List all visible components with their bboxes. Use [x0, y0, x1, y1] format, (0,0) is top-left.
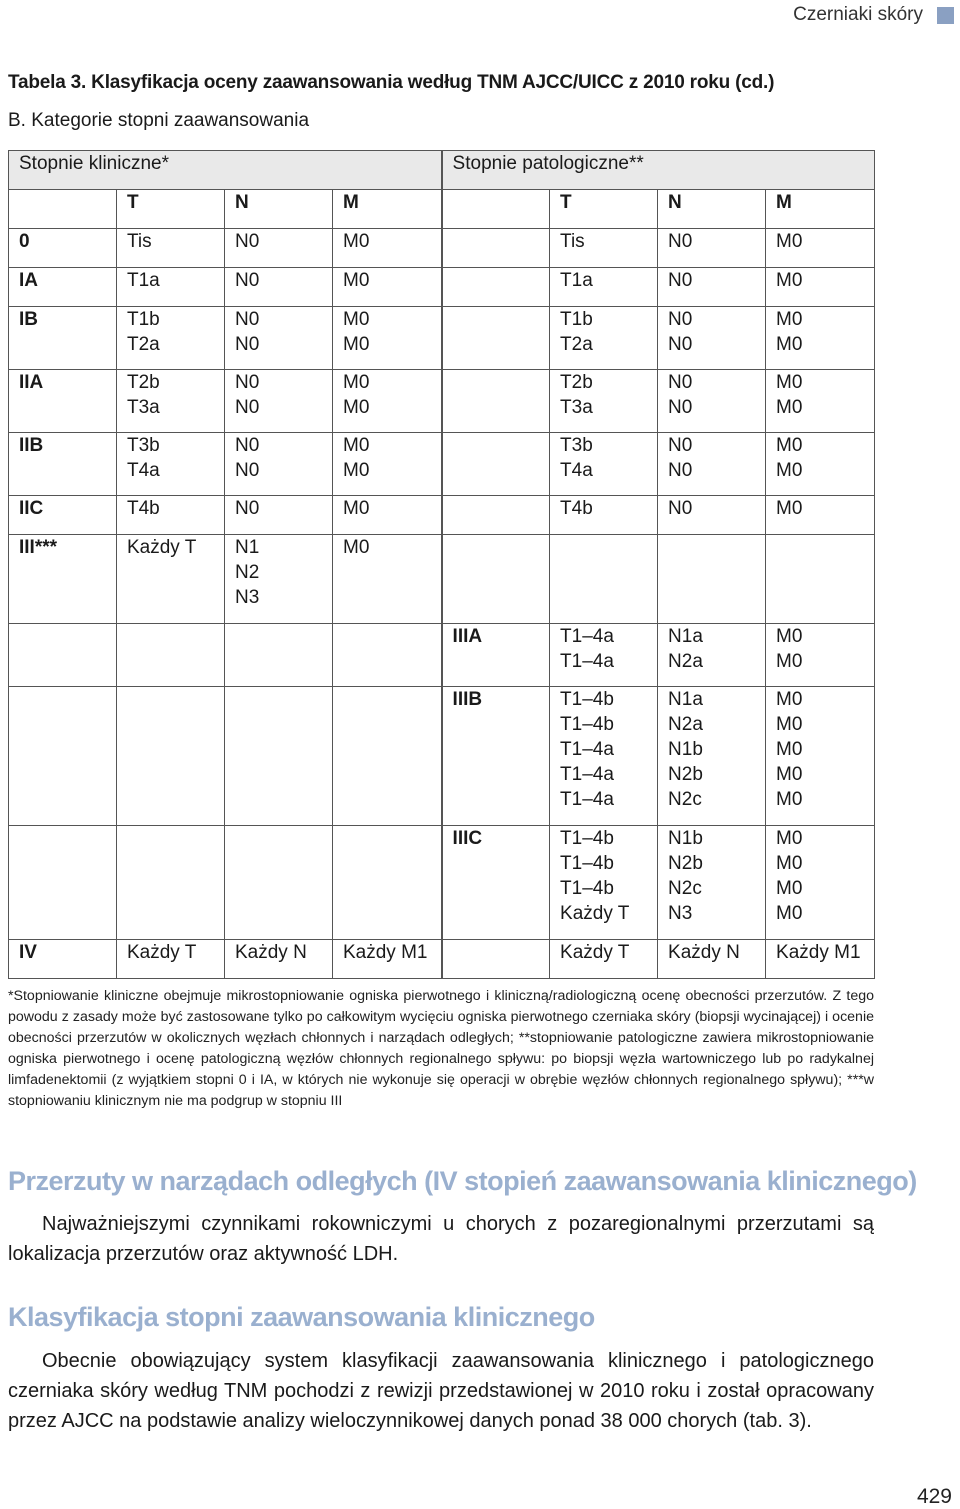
cell-line: M0	[776, 498, 803, 519]
table-footnote: *Stopniowanie kliniczne obejmuje mikrostopniowanie ogniska pierwotnego i kliniczną/radiologiczną ocenę obecności przerzutów. Z tego powodu z zasady może być zastosowane tylko po całkowitym wycięciu ogniska pierwotnego czerniaka skóry (biopsji wycinającej) i ocenie obecności przerzutów w okolicznych węzłach chłonnych i narządach odległych; **stopniowanie patologiczne zawiera mikrostopniowanie ogniska pierwotnego i ocenę patologiczną węzłów chłonnych regionalnego spływu: po biopsji węzła wartowniczego lub po radykalnej limfadenektomii (z wyjątkiem stopni 0 i IA, w których nie wykonuje się operacji w obrębie węzłów chłonnych regionalnego spływu); ***w stopniowaniu klinicznym nie ma podgrup w stopniu III	[8, 988, 874, 1109]
cell-line: Każdy N	[235, 942, 307, 963]
stage-cell: 0	[9, 229, 117, 268]
table-row	[9, 940, 875, 979]
table-row	[9, 687, 875, 826]
cell-line: M0	[776, 309, 803, 330]
cell-line: N0	[235, 334, 260, 355]
pathological-pt-cell	[550, 229, 658, 268]
clinical-ct-cell	[117, 229, 225, 268]
cell-line: T1–4a	[560, 739, 614, 760]
cell-line: M0	[776, 828, 803, 849]
cell-line: Każdy T	[127, 537, 197, 558]
cell-line: M0	[776, 689, 803, 710]
cell-line: Każdy M1	[776, 942, 861, 963]
cell-line: M0	[776, 372, 803, 393]
clinical-cm-cell	[333, 307, 442, 370]
cell-line: T3b	[127, 435, 160, 456]
stage-cell	[9, 624, 117, 687]
cell-line: N0	[235, 435, 260, 456]
clinical-ct-cell	[117, 268, 225, 307]
cell-line: M0	[343, 498, 370, 519]
pathological-pn-cell	[658, 370, 766, 433]
cell-line: T1–4b	[560, 878, 614, 899]
pathological-stage-cell: IIIC	[442, 826, 550, 940]
cell-line: N3	[235, 587, 260, 608]
page-number: 429	[916, 1485, 952, 1508]
clinical-cm-cell	[333, 433, 442, 496]
stage-cell: III***	[9, 535, 117, 624]
cell-line: N2c	[668, 878, 702, 899]
clinical-group-header: Stopnie kliniczne*	[9, 151, 442, 190]
pathological-pn-cell	[658, 826, 766, 940]
cell-line: T3a	[127, 397, 160, 418]
cell-line: N2a	[668, 651, 703, 672]
table-row	[9, 307, 875, 370]
pathological-pm-cell	[766, 370, 875, 433]
pathological-pn-cell	[658, 433, 766, 496]
stage-cell: IB	[9, 307, 117, 370]
pathological-stage-cell	[442, 433, 550, 496]
table-row	[9, 433, 875, 496]
pathological-pn-cell	[658, 268, 766, 307]
cell-line: N0	[235, 231, 260, 252]
cell-line: N0	[235, 372, 260, 393]
section-paragraph-metastases: Najważniejszymi czynnikami rokowniczymi u chorych z pozaregionalnymi przerzutami są lokalizacja przerzutów oraz aktywność LDH.	[8, 1213, 874, 1265]
cell-line: M0	[776, 626, 803, 647]
clinical-cn-cell	[225, 433, 333, 496]
cell-line: T1–4a	[560, 626, 614, 647]
cell-line: N0	[668, 460, 693, 481]
column-header: T	[117, 190, 225, 229]
cell-line: M0	[343, 372, 370, 393]
clinical-cm-cell	[333, 268, 442, 307]
table-row	[9, 229, 875, 268]
cell-line: N0	[235, 397, 260, 418]
pathological-group-header: Stopnie patologiczne**	[442, 151, 875, 190]
clinical-cm-cell	[333, 826, 442, 940]
header-square-marker	[937, 7, 954, 24]
cell-line: T2a	[560, 334, 593, 355]
clinical-cn-cell	[225, 229, 333, 268]
pathological-pm-cell	[766, 940, 875, 979]
cell-line: N3	[668, 903, 693, 924]
pathological-pt-cell	[550, 535, 658, 624]
cell-line: N2c	[668, 789, 702, 810]
cell-line: M0	[776, 397, 803, 418]
section-heading-classification: Klasyfikacja stopni zaawansowania klinicznego	[8, 1302, 595, 1332]
pathological-pt-cell	[550, 624, 658, 687]
clinical-ct-cell	[117, 940, 225, 979]
pathological-stage-cell	[442, 496, 550, 535]
pathological-stage-cell	[442, 370, 550, 433]
cell-line: Każdy T	[127, 942, 197, 963]
clinical-cn-cell	[225, 370, 333, 433]
cell-line: T2a	[127, 334, 160, 355]
cell-line: N0	[668, 309, 693, 330]
clinical-ct-cell	[117, 624, 225, 687]
cell-line: M0	[776, 270, 803, 291]
pathological-pt-cell	[550, 433, 658, 496]
cell-line: M0	[776, 878, 803, 899]
cell-line: T1–4a	[560, 789, 614, 810]
pathological-pm-cell	[766, 826, 875, 940]
column-header: M	[333, 190, 442, 229]
clinical-cm-cell	[333, 229, 442, 268]
pathological-pm-cell	[766, 535, 875, 624]
stage-cell	[9, 687, 117, 826]
cell-line: Tis	[560, 231, 585, 252]
clinical-ct-cell	[117, 307, 225, 370]
table-subtitle: B. Kategorie stopni zaawansowania	[8, 110, 310, 131]
cell-line: T1–4a	[560, 651, 614, 672]
tnm-stage-table	[8, 150, 875, 979]
pathological-stage-cell	[442, 535, 550, 624]
pathological-pm-cell	[766, 229, 875, 268]
clinical-ct-cell	[117, 535, 225, 624]
cell-line: N0	[235, 498, 260, 519]
column-header: T	[550, 190, 658, 229]
cell-line: Każdy T	[560, 903, 630, 924]
pathological-pm-cell	[766, 307, 875, 370]
pathological-pn-cell	[658, 496, 766, 535]
stage-cell: IV	[9, 940, 117, 979]
cell-line: M0	[776, 903, 803, 924]
clinical-ct-cell	[117, 433, 225, 496]
cell-line: N2b	[668, 853, 703, 874]
clinical-cn-cell	[225, 940, 333, 979]
clinical-cm-cell	[333, 496, 442, 535]
pathological-pn-cell	[658, 687, 766, 826]
cell-line: Każdy N	[668, 942, 740, 963]
stage-cell: IIA	[9, 370, 117, 433]
pathological-pm-cell	[766, 268, 875, 307]
pathological-pt-cell	[550, 307, 658, 370]
pathological-pm-cell	[766, 433, 875, 496]
cell-line: N1b	[668, 828, 703, 849]
cell-line: N0	[668, 498, 693, 519]
cell-line: N0	[668, 270, 693, 291]
clinical-cn-cell	[225, 535, 333, 624]
column-header	[442, 190, 550, 229]
cell-line: M0	[343, 537, 370, 558]
cell-line: T2b	[560, 372, 593, 393]
pathological-pn-cell	[658, 940, 766, 979]
cell-line: M0	[343, 270, 370, 291]
cell-line: N2	[235, 562, 260, 583]
cell-line: N1	[235, 537, 260, 558]
cell-line: M0	[343, 334, 370, 355]
table-group-header-row	[9, 151, 875, 190]
pathological-stage-cell	[442, 229, 550, 268]
cell-line: N2b	[668, 764, 703, 785]
cell-line: T2b	[127, 372, 160, 393]
cell-line: N0	[668, 435, 693, 456]
clinical-cn-cell	[225, 307, 333, 370]
cell-line: Tis	[127, 231, 152, 252]
clinical-ct-cell	[117, 826, 225, 940]
column-header: N	[225, 190, 333, 229]
clinical-ct-cell	[117, 687, 225, 826]
cell-line: M0	[776, 334, 803, 355]
cell-line: T1–4b	[560, 853, 614, 874]
cell-line: M0	[776, 231, 803, 252]
cell-line: M0	[776, 853, 803, 874]
pathological-pn-cell	[658, 535, 766, 624]
clinical-cm-cell	[333, 687, 442, 826]
cell-line: T3a	[560, 397, 593, 418]
cell-line: T1–4b	[560, 689, 614, 710]
cell-line: M0	[776, 764, 803, 785]
cell-line: T4b	[127, 498, 160, 519]
column-header: N	[658, 190, 766, 229]
cell-line: T1a	[127, 270, 160, 291]
cell-line: N2a	[668, 714, 703, 735]
column-header: M	[766, 190, 875, 229]
cell-line: M0	[776, 651, 803, 672]
section-paragraph-classification: Obecnie obowiązujący system klasyfikacji zaawansowania klinicznego i patologicznego czerniaka skóry według TNM pochodzi z rewizji przedstawionej w 2010 roku i został opracowany przez AJCC na podstawie analizy wieloczynnikowej danych ponad 38 000 chorych (tab. 3).	[8, 1350, 874, 1432]
clinical-cm-cell	[333, 370, 442, 433]
table-row	[9, 496, 875, 535]
cell-line: T1a	[560, 270, 593, 291]
clinical-ct-cell	[117, 370, 225, 433]
pathological-stage-cell: IIIB	[442, 687, 550, 826]
table-column-header-row	[9, 190, 875, 229]
pathological-pm-cell	[766, 624, 875, 687]
cell-line: N0	[668, 231, 693, 252]
running-header	[793, 4, 954, 26]
cell-line: N0	[668, 334, 693, 355]
cell-line: N0	[235, 460, 260, 481]
stage-cell: IA	[9, 268, 117, 307]
cell-line: T1–4a	[560, 764, 614, 785]
clinical-cn-cell	[225, 687, 333, 826]
pathological-stage-cell	[442, 940, 550, 979]
clinical-cn-cell	[225, 496, 333, 535]
pathological-pt-cell	[550, 940, 658, 979]
cell-line: M0	[343, 435, 370, 456]
pathological-pn-cell	[658, 229, 766, 268]
pathological-stage-cell	[442, 307, 550, 370]
cell-line: M0	[776, 435, 803, 456]
cell-line: T1–4b	[560, 828, 614, 849]
cell-line: M0	[343, 231, 370, 252]
cell-line: T1b	[127, 309, 160, 330]
cell-line: N0	[235, 309, 260, 330]
pathological-stage-cell	[442, 268, 550, 307]
table-row	[9, 535, 875, 624]
stage-cell: IIB	[9, 433, 117, 496]
pathological-pt-cell	[550, 370, 658, 433]
cell-line: N0	[668, 397, 693, 418]
table-row	[9, 370, 875, 433]
clinical-cm-cell	[333, 940, 442, 979]
cell-line: M0	[776, 460, 803, 481]
pathological-pt-cell	[550, 268, 658, 307]
table-row	[9, 624, 875, 687]
cell-line: T4a	[560, 460, 593, 481]
cell-line: Każdy T	[560, 942, 630, 963]
cell-line: N1a	[668, 689, 703, 710]
cell-line: M0	[776, 714, 803, 735]
table-row	[9, 268, 875, 307]
pathological-pt-cell	[550, 826, 658, 940]
pathological-pt-cell	[550, 687, 658, 826]
clinical-cm-cell	[333, 535, 442, 624]
clinical-cm-cell	[333, 624, 442, 687]
cell-line: T4b	[560, 498, 593, 519]
cell-line: M0	[776, 789, 803, 810]
cell-line: T4a	[127, 460, 160, 481]
cell-line: N0	[235, 270, 260, 291]
cell-line: N1a	[668, 626, 703, 647]
pathological-pm-cell	[766, 687, 875, 826]
cell-line: Każdy M1	[343, 942, 428, 963]
running-title: Czerniaki skóry	[793, 4, 923, 25]
clinical-cn-cell	[225, 826, 333, 940]
section-heading-metastases: Przerzuty w narządach odległych (IV stopień zaawansowania klinicznego)	[8, 1166, 917, 1196]
cell-line: T1–4b	[560, 714, 614, 735]
clinical-ct-cell	[117, 496, 225, 535]
cell-line: M0	[343, 397, 370, 418]
stage-cell: IIC	[9, 496, 117, 535]
table-row	[9, 826, 875, 940]
cell-line: N1b	[668, 739, 703, 760]
table-title: Tabela 3. Klasyfikacja oceny zaawansowania według TNM AJCC/UICC z 2010 roku (cd.)	[8, 72, 775, 93]
cell-line: M0	[343, 460, 370, 481]
cell-line: N0	[668, 372, 693, 393]
pathological-pm-cell	[766, 496, 875, 535]
pathological-pt-cell	[550, 496, 658, 535]
stage-cell	[9, 826, 117, 940]
cell-line: T3b	[560, 435, 593, 456]
cell-line: M0	[343, 309, 370, 330]
pathological-pn-cell	[658, 624, 766, 687]
pathological-pn-cell	[658, 307, 766, 370]
cell-line: M0	[776, 739, 803, 760]
clinical-cn-cell	[225, 268, 333, 307]
column-header	[9, 190, 117, 229]
clinical-cn-cell	[225, 624, 333, 687]
pathological-stage-cell: IIIA	[442, 624, 550, 687]
cell-line: T1b	[560, 309, 593, 330]
